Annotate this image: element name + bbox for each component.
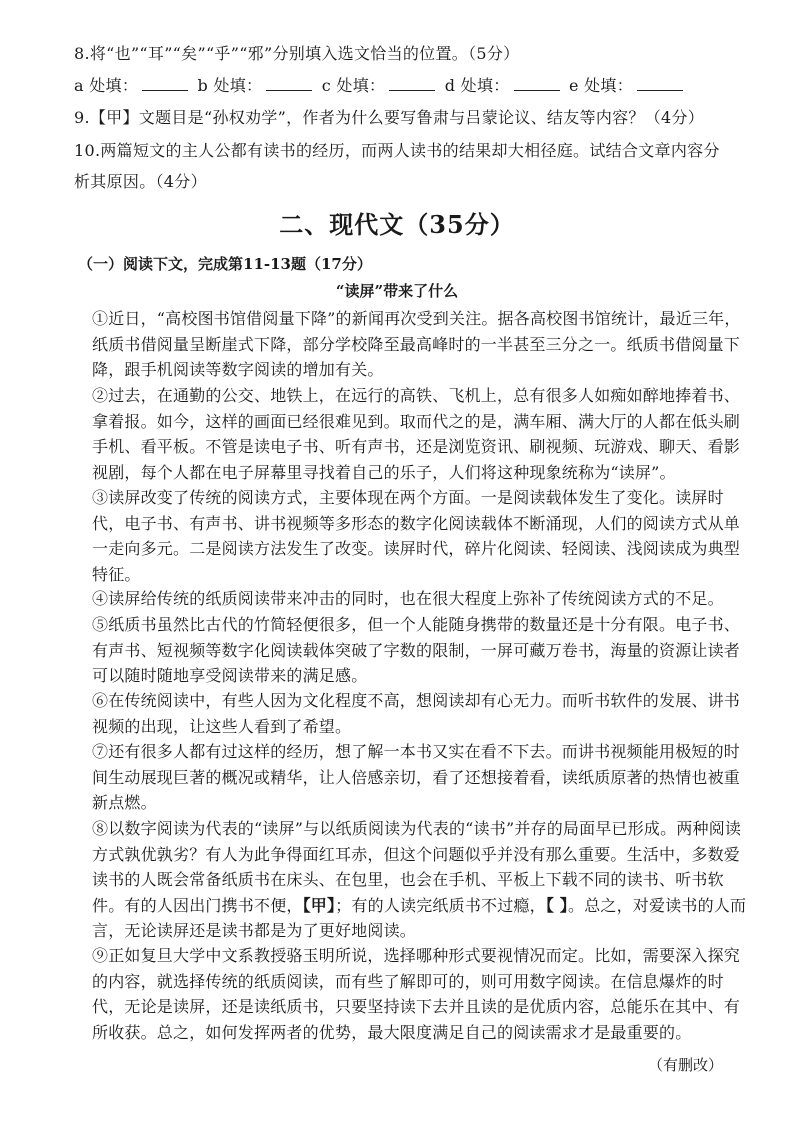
paragraph-9: ⑨正如复旦大学中文系教授骆玉明所说，选择哪种形式要视情况而定。比如，需要深入探究的内容，就选择传统的纸质阅读，而有些了解即可的，则可用数字阅读。在信息爆炸的时代，无论是读屏，还是读纸质书，只要坚持读下去并且读的是优质内容，总能乐在其中、有所收获。总之，如何发挥两者的优势，最大限度满足自己的阅读需求才是最重要的。 [92,946,741,1042]
paragraph-7: ⑦还有很多人都有过这样的经历，想了解一本书又实在看不下去。而讲书视频能用极短的时间生动展现巨著的概况或精华，让人倍感亲切，看了还想接着看，读纸质原著的热情也被重新点燃。 [92,742,741,812]
fill-c-label: c 处填： [321,76,386,95]
question-10-line-2: 析其原因。（4分） [74,172,207,191]
question-8-fill-row [74,76,687,96]
fill-a-blank[interactable] [142,76,188,91]
question-9: 9.【甲】文题目是“孙权劝学”，作者为什么要写鲁肃与吕蒙论议、结友等内容？（4分） [74,108,705,127]
question-8: 8.将“也”“耳”“矣”“乎”“邪”分别填入选文恰当的位置。（5分） [74,44,520,63]
paragraph-8-part-1: ⑧以数字阅读为代表的“读屏”与以纸质阅读为代表的“读书”并存的局面早已形成。两种阅读方式孰优孰劣？有人为此争得面红耳赤，但这个问题似乎并没有那么重要。生活中，多数爱读书的人既会常备纸质书在床头、在包里，也会在手机、平板上下载不同的读书、听书软件。有的人因出门携书不便， [92,819,742,915]
paragraph-4: ④读屏给传统的纸质阅读带来冲击的同时，也在很大程度上弥补了传统阅读方式的不足。 [92,589,724,608]
fill-a-label: a 处填： [74,76,139,95]
fill-e-label: e 处填： [568,76,634,95]
article-title: “读屏”带来了什么 [335,282,459,300]
section-heading: 二、现代文（35分） [279,210,515,239]
paragraph-8-part-2: ；有的人读完纸质书不过瘾， [335,895,546,915]
subsection-heading: （一）阅读下文，完成第11-13题（17分） [78,255,372,273]
fill-c-blank[interactable] [389,76,435,91]
fill-d-label: d 处填： [444,76,510,95]
fill-b-blank[interactable] [266,76,312,91]
paragraph-8-part-3: 。总之，对爱读书的人而言，无论读屏还是读书都是为了更好地阅读。 [92,895,747,940]
paragraph-6: ⑥在传统阅读中，有些人因为文化程度不高，想阅读却有心无力。而听书软件的发展、讲书视频的出现，让这些人看到了希望。 [92,691,741,736]
blank-marker-empty: 【 】 [545,895,568,915]
paragraph-5: ⑤纸质书虽然比古代的竹简轻便很多，但一个人能随身携带的数量还是十分有限。电子书、有声书、短视频等数字化阅读载体突破了字数的限制，一屏可藏万卷书，海量的资源让读者可以随时随地享受阅读带来的满足感。 [92,615,741,685]
paragraph-2: ②过去，在通勤的公交、地铁上，在远行的高铁、飞机上，总有很多人如痴如醉地捧着书、拿着报。如今，这样的画面已经很难见到。取而代之的是，满车厢、满大厅的人都在低头刷手机、看平板。不管是读电子书、听有声书，还是浏览资讯、刷视频、玩游戏、聊天、看影视剧，每个人都在电子屏幕里寻找着自己的乐子，人们将这种现象统称为“读屏”。 [92,386,741,482]
paragraph-8 [74,816,750,944]
paragraph-3: ③读屏改变了传统的阅读方式，主要体现在两个方面。一是阅读载体发生了变化。读屏时代，电子书、有声书、讲书视频等多形态的数字化阅读载体不断涌现，人们的阅读方式从单一走向多元。二是阅读方法发生了改变。读屏时代，碎片化阅读、轻阅读、浅阅读成为典型特征。 [92,488,741,584]
paragraph-1: ①近日，“高校图书馆借阅量下降”的新闻再次受到关注。据各高校图书馆统计，最近三年，纸质书借阅量呈断崖式下降，部分学校降至最高峰时的一半甚至三分之一。纸质书借阅量下降，跟手机阅读等数字阅读的增加有关。 [92,309,741,379]
question-10-line-1: 10.两篇短文的主人公都有读书的经历，而两人读书的结果却大相径庭。试结合文章内容分 [74,141,720,160]
blank-marker-jia: 【甲】 [302,895,336,915]
fill-e-blank[interactable] [637,76,683,91]
source-note: （有删改） [648,1056,724,1074]
fill-b-label: b 处填： [197,76,263,95]
fill-d-blank[interactable] [514,76,560,91]
